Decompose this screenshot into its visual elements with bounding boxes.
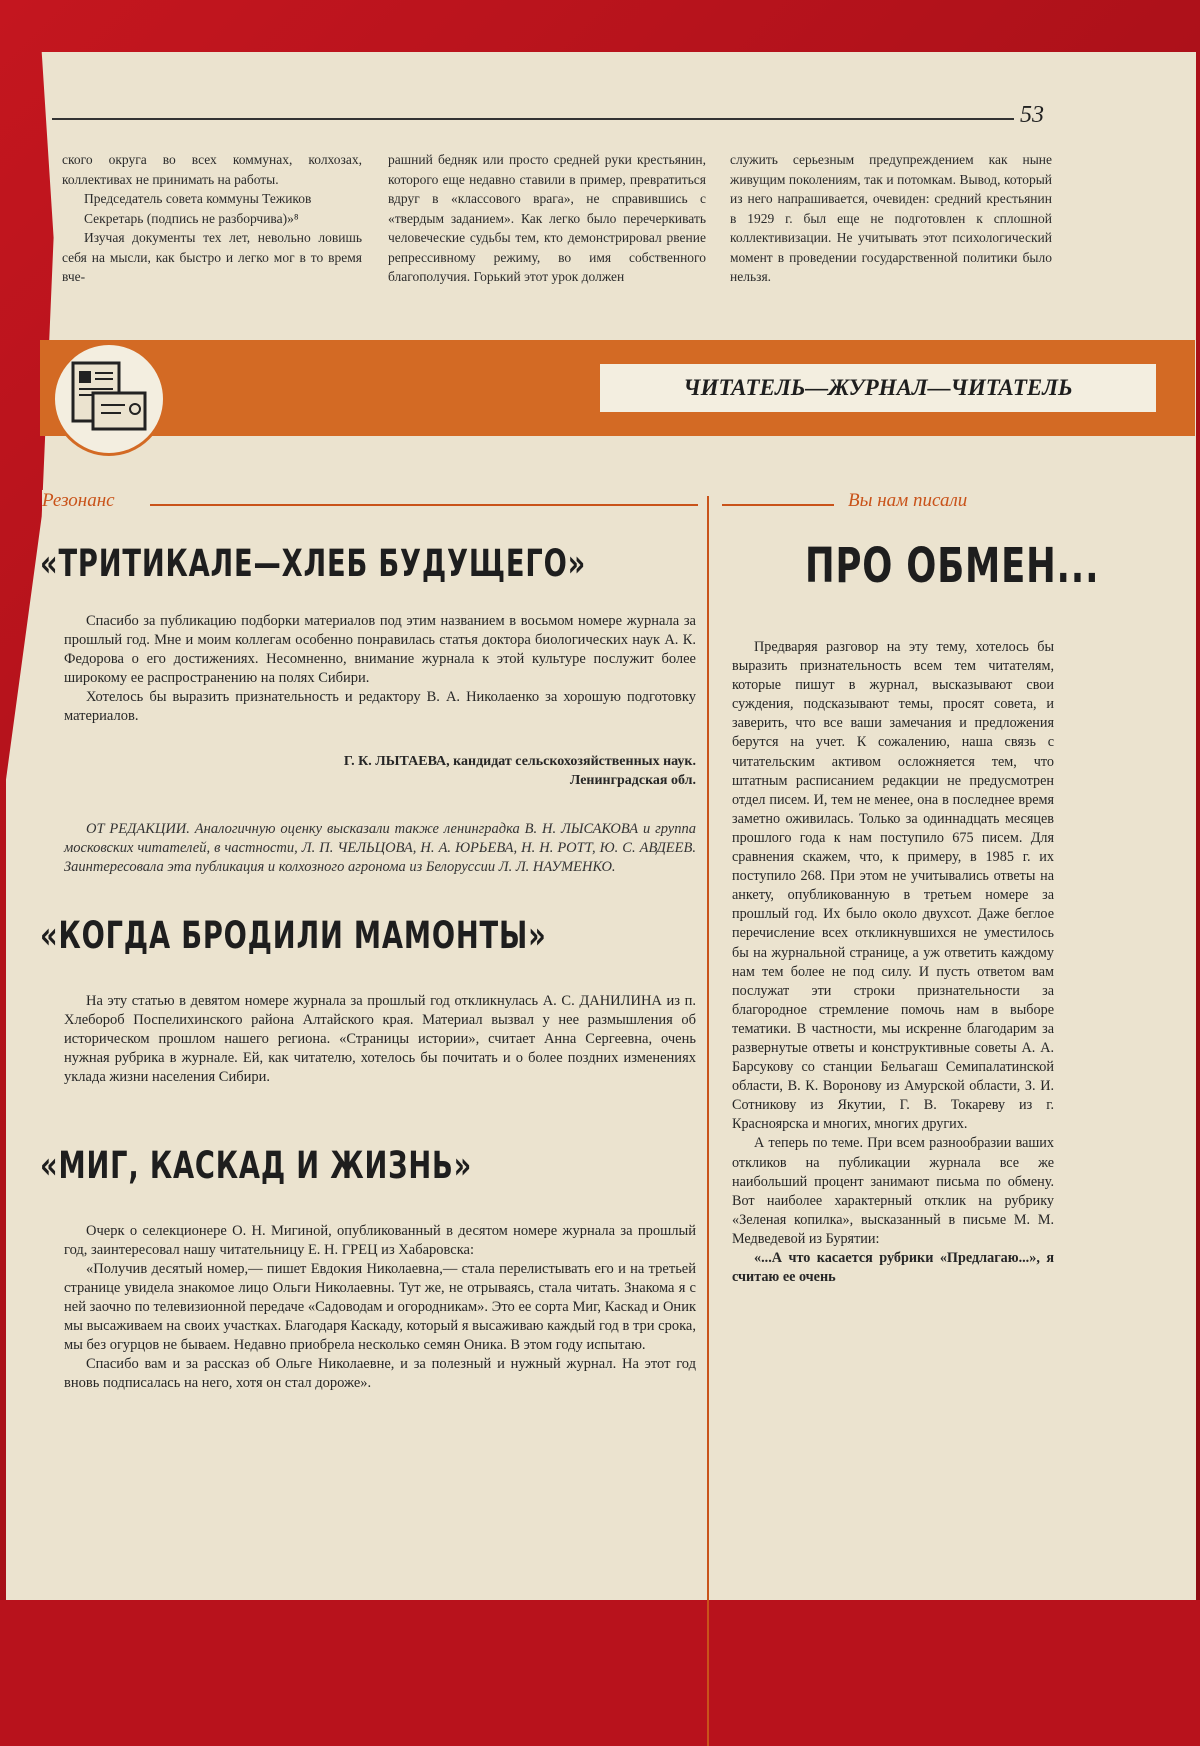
paragraph: Спасибо вам и за рассказ об Ольге Николаевне, и за полезный и нужный журнал. На этот год вновь подписалась на него, хотя он стал дороже».	[64, 1356, 696, 1391]
reader-letters-logo-icon	[52, 342, 166, 456]
rubric-rule-right	[722, 504, 834, 506]
article-body-mig-kaskad	[64, 1222, 696, 1393]
article-body-triticale	[64, 612, 696, 726]
paragraph: Хотелось бы выразить признательность и редактору В. А. Николаенко за хорошую подготовку материалов.	[64, 689, 696, 724]
top-column-1	[62, 150, 362, 287]
article-body-exchange	[732, 638, 1054, 1287]
header-rule	[52, 118, 1014, 120]
signature-lytaeva	[64, 752, 696, 790]
rubric-you-wrote: Вы нам писали	[842, 490, 973, 512]
article-title-exchange: ПРО ОБМЕН...	[805, 538, 1100, 594]
paragraph: Спасибо за публикацию подборки материалов под этим названием в восьмом номере журнала за прошлый год. Мне и моим коллегам особенно понравилась статья доктора биологических наук А. К. Федорова о его достижениях. Несомненно, внимание журнала к этой культуре послужит более широкому ее распространению на полях Сибири.	[64, 613, 696, 686]
rubric-resonance: Резонанс	[42, 490, 121, 512]
editorial-text: ОТ РЕДАКЦИИ. Аналогичную оценку высказали также ленинградка В. Н. ЛЫСАКОВА и группа московских читателей, в частности, Л. П. ЧЕЛЬЦОВА, Н. А. ЮРЬЕВА, Н. Н. РОТТ, Ю. С. АВДЕЕВ. Заинтересовала эта публикация и колхозного агронома из Белоруссии Л. Л. НАУМЕНКО.	[64, 821, 696, 875]
signature-region: Ленинградская обл.	[569, 773, 696, 788]
rubric-rule-left	[150, 504, 698, 506]
top-col2-para: рашний бедняк или просто средней руки крестьянин, которого еще недавно ставили в пример, превратиться вдруг в «классового врага», не справившись с «твердым заданием». Как легко было перечеркивать человеческие судьбы тем, кто демонстрировал рвение репрессивному режиму, во имя собственного благополучия. Горький этот урок должен	[388, 152, 706, 284]
column-divider	[707, 496, 709, 1746]
signature-name: Г. К. ЛЫТАЕВА, кандидат сельскохозяйственных наук.	[343, 754, 696, 769]
paragraph: Предваряя разговор на эту тему, хотелось бы выразить признательность всем тем читателям, которые пишут в журнал, высказывают свои суждения, подсказывают темы, просят совета, и заверить, что все ваши замечания и предложения берутся на учет. К сожалению, наша связь с читательским активом осложняется тем, что штатным расписанием редакции не предусмотрен отдел писем. И, тем не менее, она в последнее время заметно оживилась. Только за одиннадцать месяцев прошлого года к нам поступило 675 писем. Для сравнения скажем, что, к примеру, в 1985 г. их поступило 268. При этом не учитывались ответы на анкету, опубликованную в третьем номере за прошлый год. Их было около двухсот. Даже беглое перечисление всех откликнувшихся не уместилось бы на журнальной странице, а уж ответить каждому нам тем более не под силу. И пусть ответом вам послужат эти строки признательности за благородное стремление помочь нам в выборе тематики. В частности, мы искренне благодарим за развернутые ответы и конструктивные советы А. А. Барсукову со станции Бельагаш Семипалатинской области, В. К. Воронову из Амурской области, З. И. Сотникову из Якутии, Г. В. Токареву из г. Красноярска и многих, многих других.	[732, 639, 1054, 1133]
top-column-2	[388, 150, 706, 287]
article-body-mammoths	[64, 992, 696, 1087]
article-title-mig-kaskad: «МИГ, КАСКАД И ЖИЗНЬ»	[40, 1144, 473, 1187]
paragraph: А теперь по теме. При всем разнообразии ваших откликов на публикации журнала все же наибольший процент занимают письма по обмену. Вот наиболее характерный отклик на рубрику «Зеленая копилка», высказанный в письме М. М. Медведевой из Бурятии:	[732, 1135, 1054, 1247]
top-col1-para: Секретарь (подпись не разборчива)»⁸	[84, 210, 299, 226]
top-column-3	[730, 150, 1052, 287]
paragraph: На эту статью в девятом номере журнала за прошлый год откликнулась А. С. ДАНИЛИНА из п. Хлебороб Поспелихинского района Алтайского края. Материал вызвал у нее размышления об историческом прошлом нашего региона. «Страницы истории», считает Анна Сергеевна, очень нужная рубрика в журнале. Ей, как читателю, хотелось бы почитать и о более поздних изменениях уклада жизни населения Сибири.	[64, 993, 696, 1085]
top-col3-para: служить серьезным предупреждением как ныне живущим поколениям, так и потомкам. Вывод, который из него напрашивается, очевиден: средний крестьянин в 1929 г. был еще не подготовлен к сплошной коллективизации. Не учитывать этот психологический момент в проведении государственной политики было нельзя.	[730, 152, 1052, 284]
paragraph: «Получив десятый номер,— пишет Евдокия Николаевна,— стала перелистывать его и на третьей странице увидела знакомое лицо Ольги Николаевны. Тут же, не отрываясь, стала читать. Знакома я с ней заочно по телевизионной передаче «Садоводам и огородникам». Это ее сорта Миг, Каскад и Оник мы высаживаем на своих участках. Благодаря Каскаду, который я высаживаю каждый год в три срока, мы без огурцов не бываем. Недавно приобрела несколько семян Оника. В этом году испытаю.	[64, 1261, 696, 1353]
page-number: 53	[1020, 102, 1044, 128]
article-title-mammoths: «КОГДА БРОДИЛИ МАМОНТЫ»	[40, 914, 547, 957]
paragraph: Очерк о селекционере О. Н. Мигиной, опубликованный в десятом номере журнала за прошлый год, заинтересовал нашу читательницу Е. Н. ГРЕЦ из Хабаровска:	[64, 1223, 696, 1258]
top-col1-para: Изучая документы тех лет, невольно ловишь себя на мысли, как быстро и легко мог в то время вче-	[62, 230, 362, 284]
top-col1-para: ского округа во всех коммунах, колхозах, коллективах не принимать на работы.	[62, 152, 362, 187]
article-title-triticale: «ТРИТИКАЛЕ—ХЛЕБ БУДУЩЕГО»	[40, 542, 587, 585]
section-banner-title: ЧИТАТЕЛЬ—ЖУРНАЛ—ЧИТАТЕЛЬ	[683, 375, 1073, 400]
editorial-note	[64, 820, 696, 877]
quote-paragraph: «...А что касается рубрики «Предлагаю...», я считаю ее очень	[732, 1250, 1054, 1286]
top-col1-para: Председатель совета коммуны Тежиков	[84, 191, 312, 206]
